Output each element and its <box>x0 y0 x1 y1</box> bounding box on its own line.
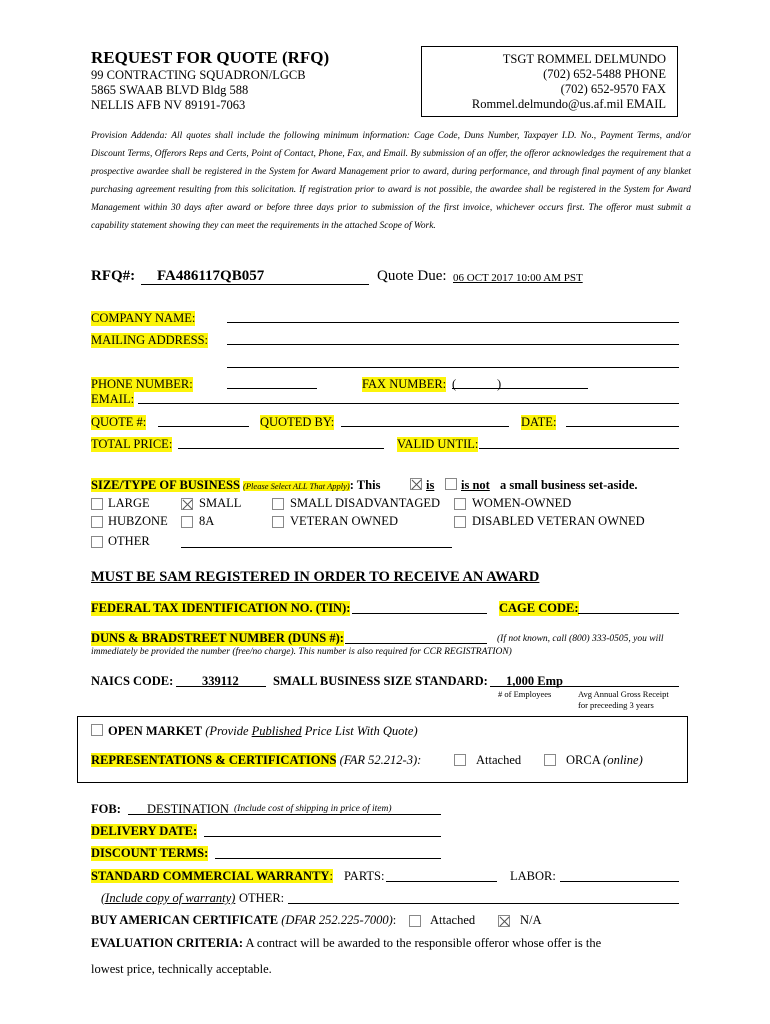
provision-addenda: Provision Addenda: All quotes shall include the following minimum information: Cage Code, Duns Number, Taxpayer I.D. No., Payment Terms, and/or Discount Terms, Offerors Reps and Certs, Point of Contact, Phone, Fax, and Email. By submission of an offer, the offeror acknowledges the requirement that a prospective awardee shall be registered in the System for Award Management prior to award, during performance, and through final payment of any blanket purchasing agreement resulting from this solicitation. If registration prior to award is not possible, the awardee shall be registered in the System for Award Management within 30 days after award or before three days prior to submission of the first invoice, whichever occurs first. The offeror must submit a capability statement showing they can meet the requirements in the attached Scope of Work. <box>91 131 691 231</box>
quote-number-field[interactable] <box>158 426 249 427</box>
duns-note-1: (If not known, call (800) 333-0505, you will <box>497 634 664 644</box>
small-disadvantaged-label: SMALL DISADVANTAGED <box>290 496 441 510</box>
reps-row <box>91 753 421 768</box>
reps-attached-checkbox[interactable] <box>454 754 466 766</box>
fax-paren-open: ( <box>452 377 457 391</box>
fax-number-label: FAX NUMBER: <box>362 377 447 391</box>
labor-field[interactable] <box>560 881 679 882</box>
company-name-field[interactable] <box>227 322 679 323</box>
duns-field[interactable] <box>345 643 487 644</box>
large-label: LARGE <box>108 496 150 510</box>
hubzone-label: HUBZONE <box>108 514 168 528</box>
buy-american-na-checkbox[interactable] <box>498 915 510 927</box>
discount-terms-field[interactable] <box>215 858 441 859</box>
8a-label: 8A <box>199 514 215 528</box>
delivery-date-label: DELIVERY DATE: <box>91 824 198 838</box>
total-price-field[interactable] <box>178 448 384 449</box>
fax-number-field[interactable] <box>452 388 588 389</box>
contact-email: Rommel.delmundo@us.af.mil EMAIL <box>471 97 666 111</box>
employees-note: # of Employees <box>498 689 552 699</box>
tin-field[interactable] <box>352 613 487 614</box>
business-type-row <box>91 478 380 493</box>
fob-destination: DESTINATION <box>147 802 229 816</box>
size-standard-value: 1,000 Emp <box>506 674 563 688</box>
org-line-2: 5865 SWAAB BLVD Bldg 588 <box>91 83 249 97</box>
date-field[interactable] <box>566 426 679 427</box>
quoted-by-label: QUOTED BY: <box>260 415 335 429</box>
8a-checkbox[interactable] <box>181 516 193 528</box>
is-checkbox[interactable] <box>410 478 422 490</box>
business-type-label: SIZE/TYPE OF BUSINESS <box>91 478 240 492</box>
disabled-veteran-owned-checkbox[interactable] <box>454 516 466 528</box>
warranty-row <box>91 869 333 884</box>
contact-fax: (702) 652-9570 FAX <box>560 82 666 96</box>
buy-american-row <box>91 913 396 928</box>
valid-until-label: VALID UNTIL: <box>397 437 479 451</box>
is-not-label: is not <box>461 478 490 492</box>
large-checkbox[interactable] <box>91 498 103 510</box>
this-label: : This <box>349 478 381 492</box>
phone-number-field[interactable] <box>227 388 317 389</box>
small-label: SMALL <box>199 496 242 510</box>
valid-until-field[interactable] <box>479 448 679 449</box>
total-price-label: TOTAL PRICE: <box>91 437 173 451</box>
open-market-checkbox[interactable] <box>91 724 103 736</box>
open-market-provide: (Provide <box>205 724 249 738</box>
warranty-colon: : <box>329 869 333 883</box>
is-not-checkbox[interactable] <box>445 478 457 490</box>
email-label: EMAIL: <box>91 392 135 406</box>
gross-receipt-note-2: for preceeding 3 years <box>578 700 654 710</box>
quote-number-label: QUOTE #: <box>91 415 147 429</box>
orca-online: (online) <box>603 753 643 767</box>
contact-phone: (702) 652-5488 PHONE <box>543 67 666 81</box>
veteran-owned-label: VETERAN OWNED <box>290 514 398 528</box>
fob-note: (Include cost of shipping in price of item) <box>234 804 392 814</box>
gross-receipt-note-1: Avg Annual Gross Receipt <box>578 689 669 699</box>
tin-label: FEDERAL TAX IDENTIFICATION NO. (TIN): <box>91 601 351 615</box>
cage-code-field[interactable] <box>578 613 679 614</box>
set-aside-label: a small business set-aside. <box>500 478 638 492</box>
business-type-note: (Please Select ALL That Apply) <box>243 481 350 491</box>
fax-paren-close: ) <box>497 377 502 391</box>
evaluation-text-1: A contract will be awarded to the responsible offeror whose offer is the <box>245 936 602 950</box>
form-title: REQUEST FOR QUOTE (RFQ) <box>91 48 330 67</box>
rfq-label: RFQ#: <box>91 268 136 284</box>
cage-code-label: CAGE CODE: <box>499 601 579 615</box>
reps-certs-far: (FAR 52.212-3): <box>339 753 422 767</box>
buy-american-colon: : <box>392 913 397 927</box>
is-label: is <box>426 478 435 492</box>
date-label: DATE: <box>521 415 557 429</box>
reps-certs-label: REPRESENTATIONS & CERTIFICATIONS <box>91 753 337 767</box>
delivery-date-field[interactable] <box>204 836 441 837</box>
org-line-3: NELLIS AFB NV 89191-7063 <box>91 98 246 112</box>
evaluation-text-2: lowest price, technically acceptable. <box>91 962 272 976</box>
email-field[interactable] <box>138 403 679 404</box>
quote-due-label: Quote Due: <box>377 268 447 284</box>
women-owned-checkbox[interactable] <box>454 498 466 510</box>
orca-checkbox[interactable] <box>544 754 556 766</box>
sam-heading: MUST BE SAM REGISTERED IN ORDER TO RECEIVE AN AWARD <box>91 569 540 585</box>
phone-number-label: PHONE NUMBER: <box>91 377 193 391</box>
discount-terms-label: DISCOUNT TERMS: <box>91 846 209 860</box>
contact-name: TSGT ROMMEL DELMUNDO <box>502 52 666 66</box>
parts-label: PARTS: <box>344 869 385 883</box>
open-market-published: Published <box>251 724 302 738</box>
quoted-by-field[interactable] <box>341 426 509 427</box>
rfq-number: FA486117QB057 <box>157 268 265 284</box>
hubzone-checkbox[interactable] <box>91 516 103 528</box>
reps-attached-label: Attached <box>476 753 522 767</box>
warranty-label: STANDARD COMMERCIAL WARRANTY <box>91 869 330 883</box>
open-market-row <box>108 724 418 739</box>
company-name-label: COMPANY NAME: <box>91 311 196 325</box>
buy-american-label: BUY AMERICAN CERTIFICATE <box>91 913 279 927</box>
other-label: OTHER <box>108 534 150 548</box>
evaluation-label: EVALUATION CRITERIA: <box>91 936 243 950</box>
mailing-address-label: MAILING ADDRESS: <box>91 333 209 347</box>
size-standard-label: SMALL BUSINESS SIZE STANDARD: <box>273 674 488 688</box>
orca-label: ORCA <box>566 753 601 767</box>
duns-note-2: immediately be provided the number (free/no charge). This number is also required for CCR REGISTRATION) <box>91 647 512 657</box>
disabled-veteran-owned-label: DISABLED VETERAN OWNED <box>472 514 645 528</box>
mailing-address-field-2[interactable] <box>227 367 679 368</box>
buy-american-dfar: (DFAR 252.225-7000) <box>281 913 393 927</box>
naics-label: NAICS CODE: <box>91 674 174 688</box>
duns-label: DUNS & BRADSTREET NUMBER (DUNS #): <box>91 631 344 645</box>
warranty-other-label: OTHER: <box>239 891 285 905</box>
other-checkbox[interactable] <box>91 536 103 548</box>
fob-label: FOB: <box>91 802 121 816</box>
buy-american-na-label: N/A <box>520 913 542 927</box>
org-line-1: 99 CONTRACTING SQUADRON/LGCB <box>91 68 306 82</box>
open-market-label: OPEN MARKET <box>108 724 203 738</box>
parts-field[interactable] <box>386 881 497 882</box>
naics-value: 339112 <box>202 674 239 688</box>
small-checkbox[interactable] <box>181 498 193 510</box>
women-owned-label: WOMEN-OWNED <box>472 496 572 510</box>
evaluation-row <box>91 936 601 951</box>
warranty-other-field[interactable] <box>288 903 679 904</box>
veteran-owned-checkbox[interactable] <box>272 516 284 528</box>
buy-american-attached-checkbox[interactable] <box>409 915 421 927</box>
other-field[interactable] <box>181 547 452 548</box>
small-disadvantaged-checkbox[interactable] <box>272 498 284 510</box>
open-market-rest: Price List With Quote) <box>304 724 418 738</box>
buy-american-attached-label: Attached <box>430 913 476 927</box>
orca-row <box>566 753 643 768</box>
mailing-address-field-1[interactable] <box>227 344 679 345</box>
include-warranty-copy: (Include copy of warranty) <box>101 891 236 905</box>
labor-label: LABOR: <box>510 869 556 883</box>
quote-due-value: 06 OCT 2017 10:00 AM PST <box>453 272 583 284</box>
